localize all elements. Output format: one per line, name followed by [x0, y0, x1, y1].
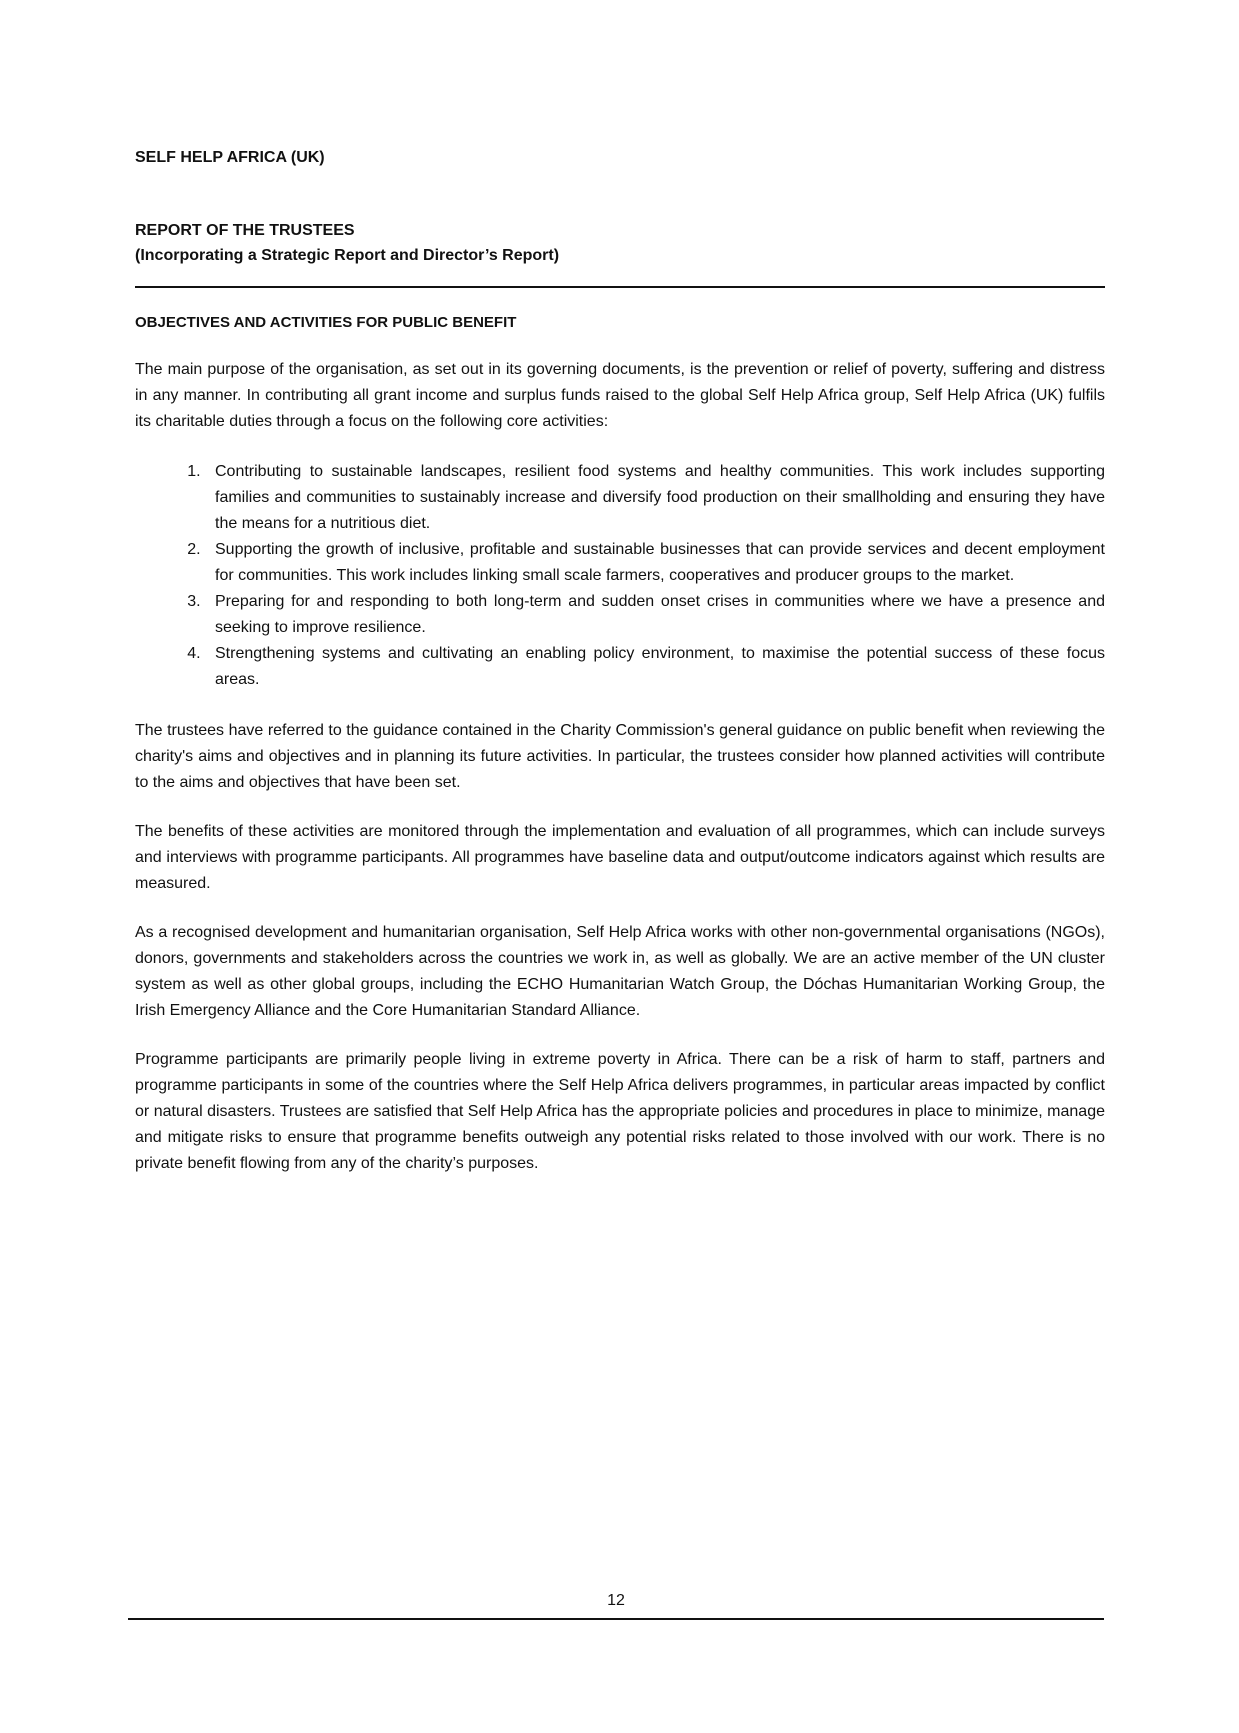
report-subtitle: (Incorporating a Strategic Report and Director’s Report): [135, 247, 560, 264]
page-footer: [128, 1590, 1104, 1620]
list-item: 4. Strengthening systems and cultivating an enabling policy environment, to maximise the potential success of these focus areas.: [205, 641, 1105, 693]
body-paragraph: The trustees have referred to the guidance contained in the Charity Commission's general guidance on public benefit when reviewing the charity's aims and objectives and in planning its future activities. In particular, the trustees consider how planned activities will contribute to the aims and objectives that have been set.: [135, 722, 1105, 791]
list-item: 1. Contributing to sustainable landscapes, resilient food systems and healthy communities. This work includes supporting families and communities to sustainably increase and diversify food production on their smallholding and ensuring they have the means for a nutritious diet.: [205, 459, 1105, 537]
core-activities-list: [135, 459, 1105, 693]
organisation-name: SELF HELP AFRICA (UK): [135, 149, 325, 166]
body-paragraph: The benefits of these activities are monitored through the implementation and evaluation of all programmes, which can include surveys and interviews with programme participants. All programmes have baseline data and output/outcome indicators against which results are measured.: [135, 823, 1105, 892]
header-divider: [135, 286, 1105, 288]
intro-paragraph: The main purpose of the organisation, as set out in its governing documents, is the prevention or relief of poverty, suffering and distress in any manner. In contributing all grant income and surplus funds raised to the global Self Help Africa group, Self Help Africa (UK) fulfils its charitable duties through a focus on the following core activities:: [135, 361, 1105, 430]
report-header: [135, 218, 1105, 268]
page-number: 12: [607, 1592, 625, 1609]
page-content: [135, 146, 1105, 1177]
body-paragraph: Programme participants are primarily people living in extreme poverty in Africa. There can be a risk of harm to staff, partners and programme participants in some of the countries where the Self Help Africa delivers programmes, in particular areas impacted by conflict or natural disasters. Trustees are satisfied that Self Help Africa has the appropriate policies and procedures in place to minimize, manage and mitigate risks to ensure that programme benefits outweigh any potential risks related to those involved with our work. There is no private benefit flowing from any of the charity’s purposes.: [135, 1051, 1105, 1172]
list-item: 3. Preparing for and responding to both long-term and sudden onset crises in communities where we have a presence and seeking to improve resilience.: [205, 589, 1105, 641]
report-title: REPORT OF THE TRUSTEES: [135, 222, 355, 239]
footer-divider: [128, 1618, 1104, 1620]
list-item: 2. Supporting the growth of inclusive, profitable and sustainable businesses that can provide services and decent employment for communities. This work includes linking small scale farmers, cooperatives and producer groups to the market.: [205, 537, 1105, 589]
body-paragraph: As a recognised development and humanitarian organisation, Self Help Africa works with other non-governmental organisations (NGOs), donors, governments and stakeholders across the countries we work in, as well as globally. We are an active member of the UN cluster system as well as other global groups, including the ECHO Humanitarian Watch Group, the Dóchas Humanitarian Working Group, the Irish Emergency Alliance and the Core Humanitarian Standard Alliance.: [135, 924, 1105, 1019]
section-heading: OBJECTIVES AND ACTIVITIES FOR PUBLIC BENEFIT: [135, 314, 517, 331]
